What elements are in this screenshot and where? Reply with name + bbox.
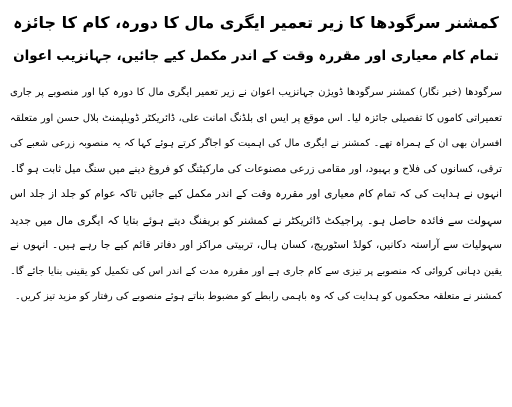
body-line: انہوں نے ہدایت کی کہ تمام کام معیاری اور مقررہ وقت کے اندر مکمل کیے جائیں تاکہ عوام کو جلد از جلد اس xyxy=(10,188,502,200)
subheadline: تمام کام معیاری اور مقررہ وقت کے اندر مکمل کیے جائیں، جہانزیب اعوان xyxy=(13,48,499,64)
article-body xyxy=(10,80,502,310)
body-line: سرگودھا (خبر نگار) کمشنر سرگودھا ڈویژن جہانزیب اعوان نے زیر تعمیر ایگری مال کا دورہ کیا اور منصوبے پر جاری xyxy=(10,87,502,98)
body-line: یقین دہانی کروائی کہ منصوبے پر تیزی سے کام جاری ہے اور مقررہ مدت کے اندر اس کی تکمیل کو یقینی بنایا جائے گا۔ xyxy=(10,265,502,277)
body-line: کمشنر نے متعلقہ محکموں کو ہدایت کی کہ وہ باہمی رابطے کو مضبوط بناتے ہوئے منصوبے کی رفتار کو مزید تیز کریں۔ xyxy=(14,291,502,302)
body-line: سہولت سے فائدہ حاصل ہو۔ پراجیکٹ ڈائریکٹر نے کمشنر کو بریفنگ دیتے ہوئے بتایا کہ ایگری مال میں جدید xyxy=(10,213,502,227)
body-line: افسران بھی ان کے ہمراہ تھے۔ کمشنر نے ایگری مال کی اہمیت کو اجاگر کرتے ہوئے کہا کہ یہ منصوبہ زرعی شعبے کی xyxy=(10,138,502,149)
body-line: تعمیراتی کاموں کا تفصیلی جائزہ لیا۔ اس موقع پر ایس ای بلڈنگ امانت علی، ڈائریکٹر ڈویلپمنٹ بلال حسن اور متعلقہ xyxy=(10,112,502,124)
headline: کمشنر سرگودھا کا زیر تعمیر ایگری مال کا دورہ، کام کا جائزہ xyxy=(13,13,499,32)
body-line: ترقی، کسانوں کی فلاح و بہبود، اور مقامی زرعی مصنوعات کی مارکیٹنگ کو فروغ دینے میں سنگ میل ثابت ہو گا۔ xyxy=(10,162,502,175)
body-line: سہولیات سے آراستہ دکانیں، کولڈ اسٹوریج، کسان ہال، تربیتی مراکز اور دفاتر قائم کیے جا رہے ہیں۔ انہوں نے xyxy=(10,239,502,251)
